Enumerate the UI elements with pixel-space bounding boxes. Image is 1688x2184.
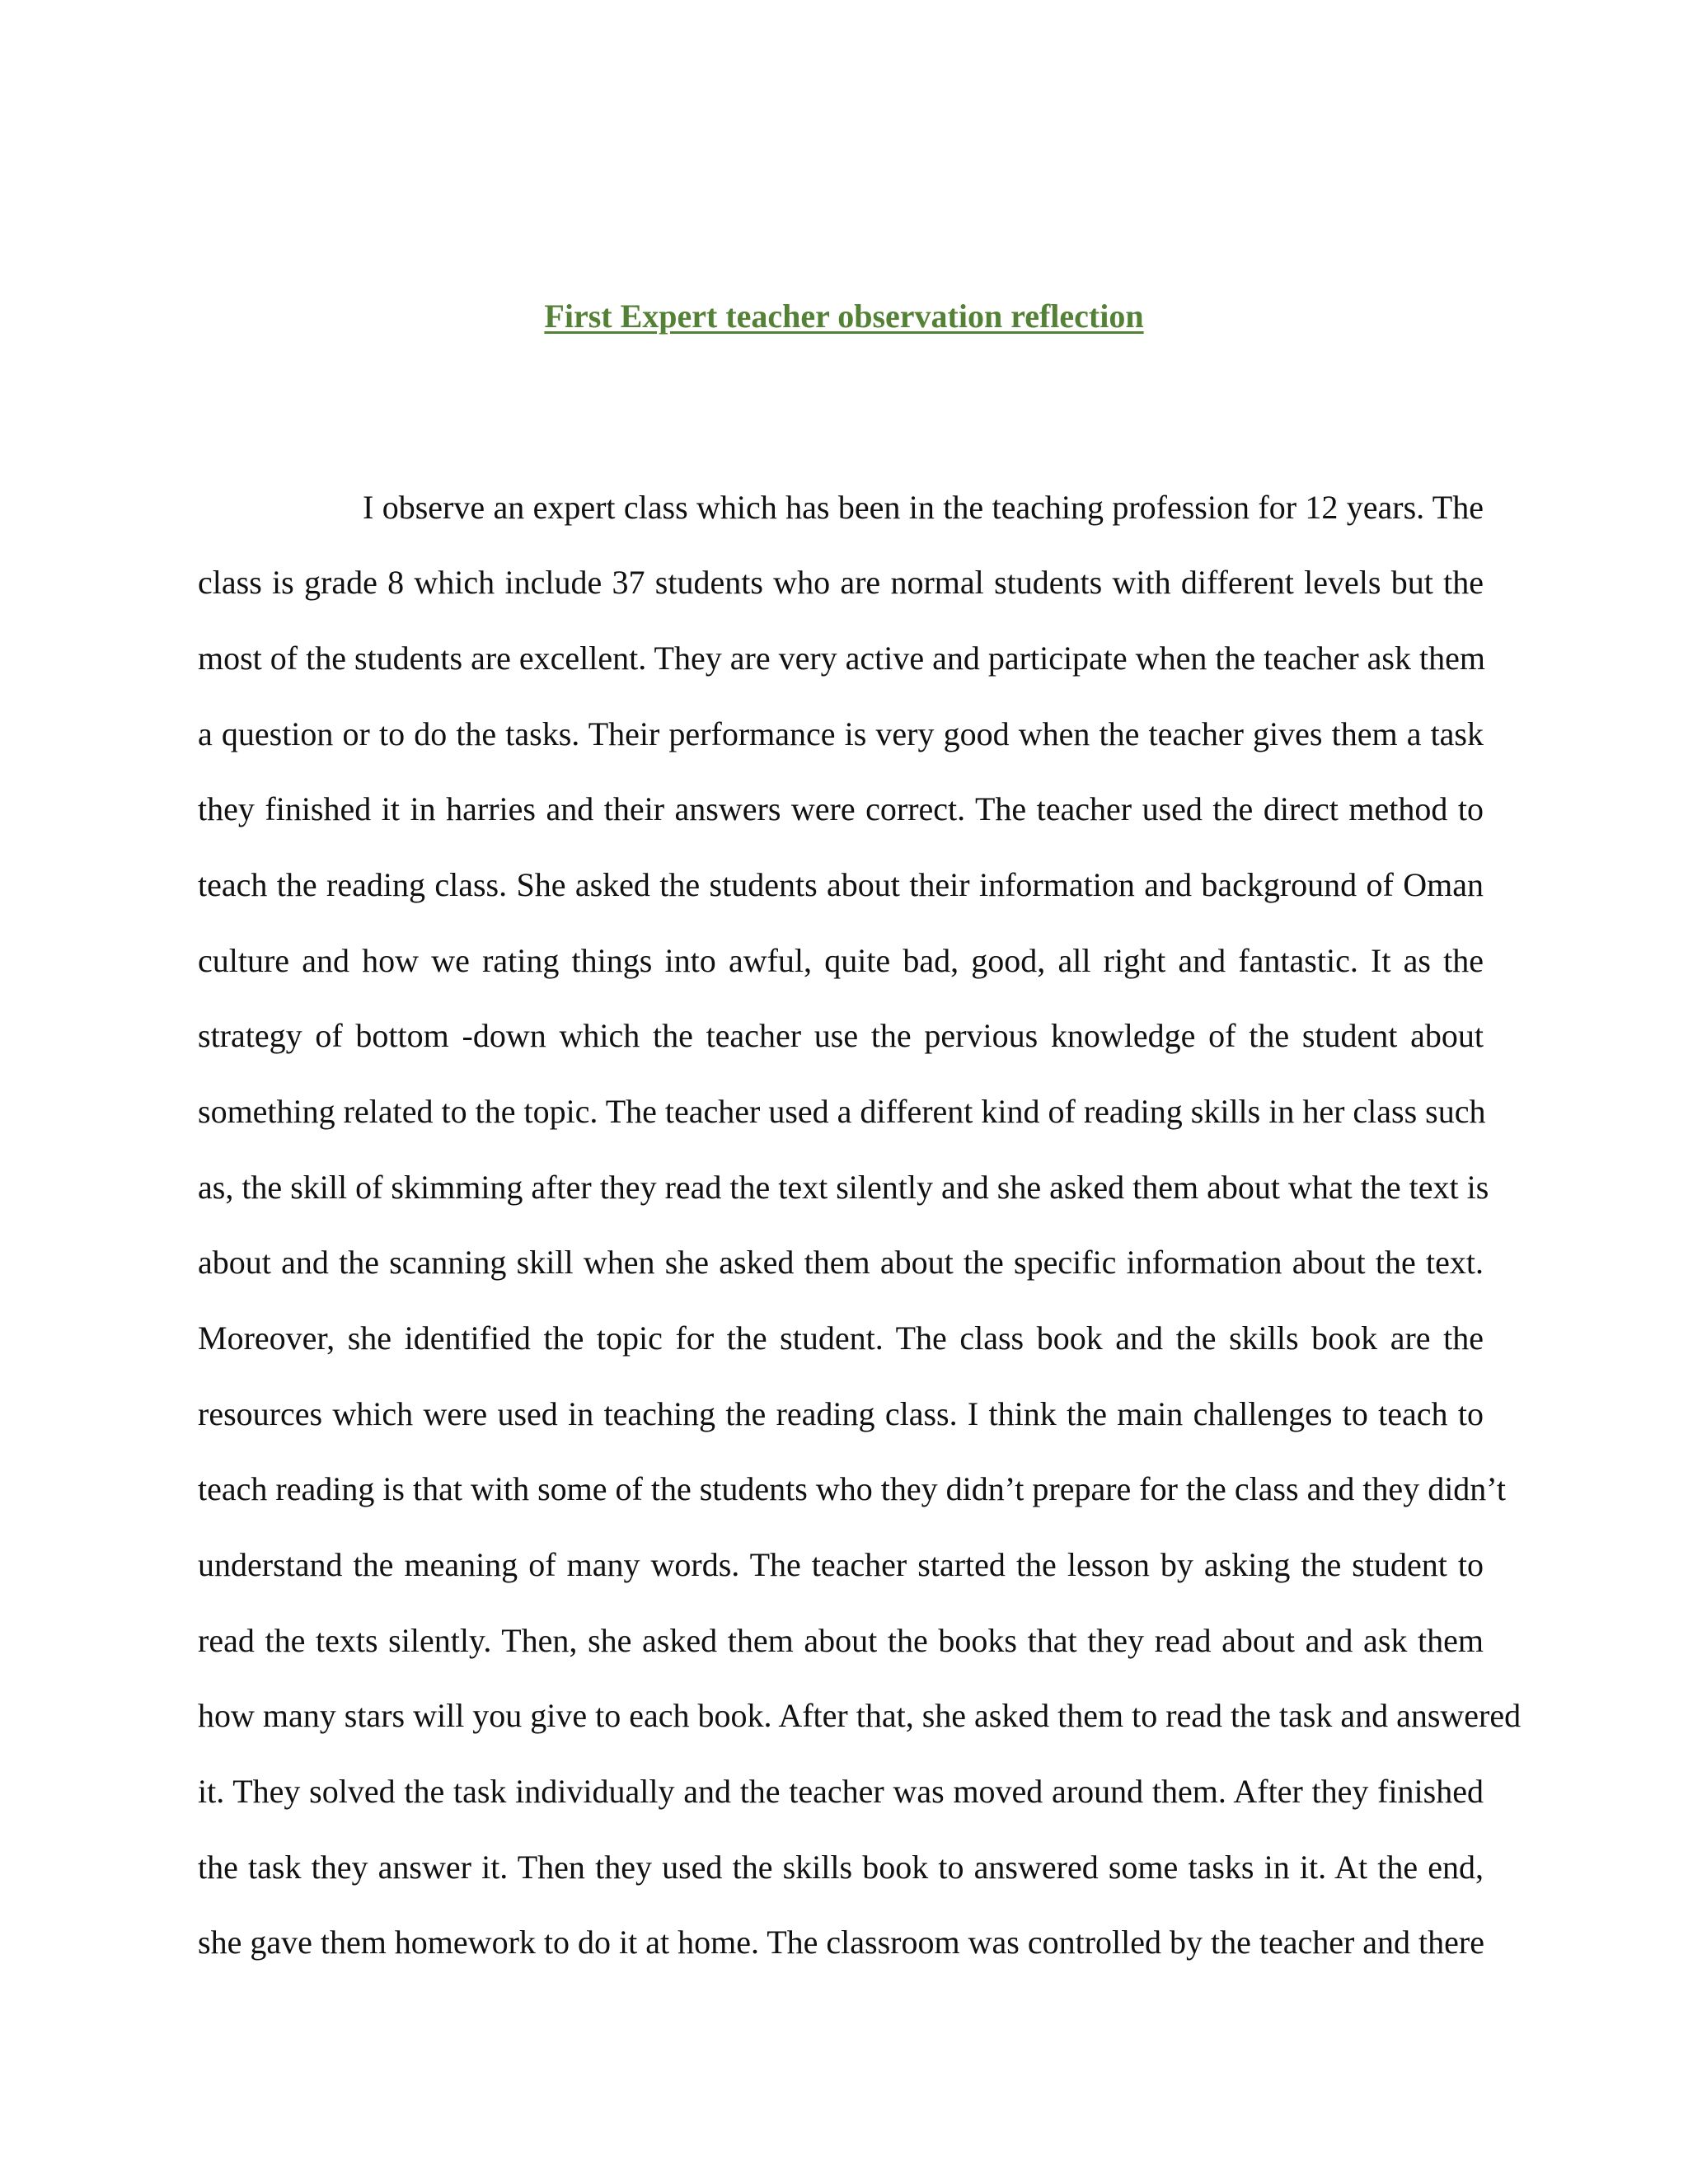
paragraph-line: I observe an expert class which has been in the teaching profession for 12 years. The [363,489,1484,526]
paragraph-line: most of the students are excellent. They are very active and participate when the teacher ask them [198,640,1485,677]
paragraph-line: the task they answer it. Then they used the skills book to answered some tasks in it. At the end, [198,1849,1484,1886]
paragraph-line: strategy of bottom -down which the teacher use the pervious knowledge of the student about [198,1017,1484,1054]
paragraph-line: something related to the topic. The teacher used a different kind of reading skills in her class such [198,1093,1486,1130]
paragraph-line: as, the skill of skimming after they read the text silently and she asked them about what the text is [198,1169,1489,1206]
paragraph-line: understand the meaning of many words. The teacher started the lesson by asking the student to [198,1546,1484,1583]
paragraph-line: it. They solved the task individually and the teacher was moved around them. After they finished [198,1773,1484,1810]
paragraph-line: culture and how we rating things into awful, quite bad, good, all right and fantastic. It as the [198,942,1484,979]
paragraph-line: they finished it in harries and their answers were correct. The teacher used the direct method to [198,790,1484,827]
paragraph-line: how many stars will you give to each book. After that, she asked them to read the task and answered [198,1697,1522,1734]
paragraph-line: a question or to do the tasks. Their performance is very good when the teacher gives them a task [198,715,1484,752]
paragraph-line: resources which were used in teaching the reading class. I think the main challenges to teach to [198,1395,1484,1432]
paragraph-line: she gave them homework to do it at home. The classroom was controlled by the teacher and there [198,1924,1484,1961]
paragraph-line: teach reading is that with some of the students who they didn’t prepare for the class and they didn’t [198,1470,1507,1507]
document-title: First Expert teacher observation reflection [544,298,1144,335]
paragraph-line: about and the scanning skill when she asked them about the specific information about the text. [198,1244,1484,1281]
paragraph-line: teach the reading class. She asked the students about their information and background of Oman [198,866,1484,903]
paragraph-line: class is grade 8 which include 37 students who are normal students with different levels but the [198,564,1484,601]
paragraph-line: Moreover, she identified the topic for the student. The class book and the skills book are the [198,1319,1484,1357]
paragraph-line: read the texts silently. Then, she asked them about the books that they read about and ask them [198,1622,1484,1659]
